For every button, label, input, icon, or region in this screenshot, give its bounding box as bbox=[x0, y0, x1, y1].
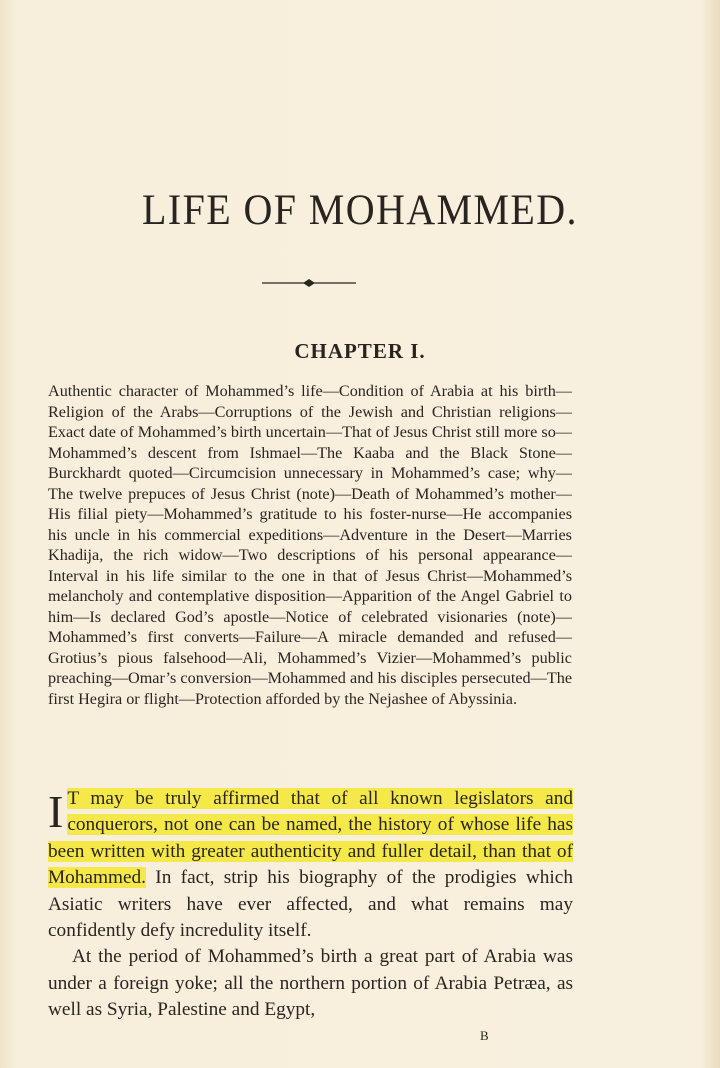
chapter-summary: Authentic character of Mohammed’s life—Condition of Arabia at his birth—Religion of the Arabs—Corruptions of the Jewish and Christian religions—Exact date of Mohammed’s birth uncertain—That of Jesus Christ still more so—Mohammed’s descent from Ishmael—The Kaaba and the Black Stone—Burckhardt quoted—Circumcision unnecessary in Mohammed’s case; why—The twelve prepuces of Jesus Christ (note)—Death of Mohammed’s mother—His filial piety—Mohammed’s gratitude to his foster-nurse—He accompanies his uncle in his commercial expeditions—Adventure in the Desert—Marries Khadija, the rich widow—Two descriptions of his personal appearance—Interval in his life similar to the one in that of Jesus Christ—Mohammed’s melancholy and contemplative disposition—Apparition of the Angel Gabriel to him—Is declared God’s apostle—Notice of celebrated visionaries (note)—Mohammed’s first converts—Failure—A miracle demanded and refused—Grotius’s pious falsehood—Ali, Mohammed’s Vizier—Mohammed’s public preaching—Omar’s conversion—Mohammed and his disciples persecuted—The first Hegira or flight—Protection afforded by the Nejashee of Abyssinia. bbox=[48, 382, 572, 708]
paragraph-1 bbox=[48, 786, 573, 944]
drop-cap: I bbox=[48, 786, 64, 837]
highlighted-passage: T may be truly affirmed that of all known legislators and conquerors, not one can be named, the history of whose life has been written with greater authenticity and fuller detail, than that of Mohammed. bbox=[48, 788, 573, 889]
signature-mark: B bbox=[480, 1028, 489, 1043]
paragraph-2: At the period of Mohammed’s birth a great part of Arabia was under a foreign yoke; all the northern portion of Arabia Petræa, as well as Syria, Palestine and Egypt, bbox=[48, 946, 573, 1021]
book-title: LIFE OF MOHAMMED. bbox=[142, 187, 578, 234]
chapter-heading: CHAPTER I. bbox=[294, 339, 426, 363]
paragraph-1-rest: In fact, strip his biography of the prodigies which Asiatic writers have ever affected, and what remains may confidently defy incredulity itself. bbox=[48, 867, 573, 942]
ornament-divider-icon bbox=[262, 276, 356, 290]
body-text bbox=[48, 786, 573, 1024]
